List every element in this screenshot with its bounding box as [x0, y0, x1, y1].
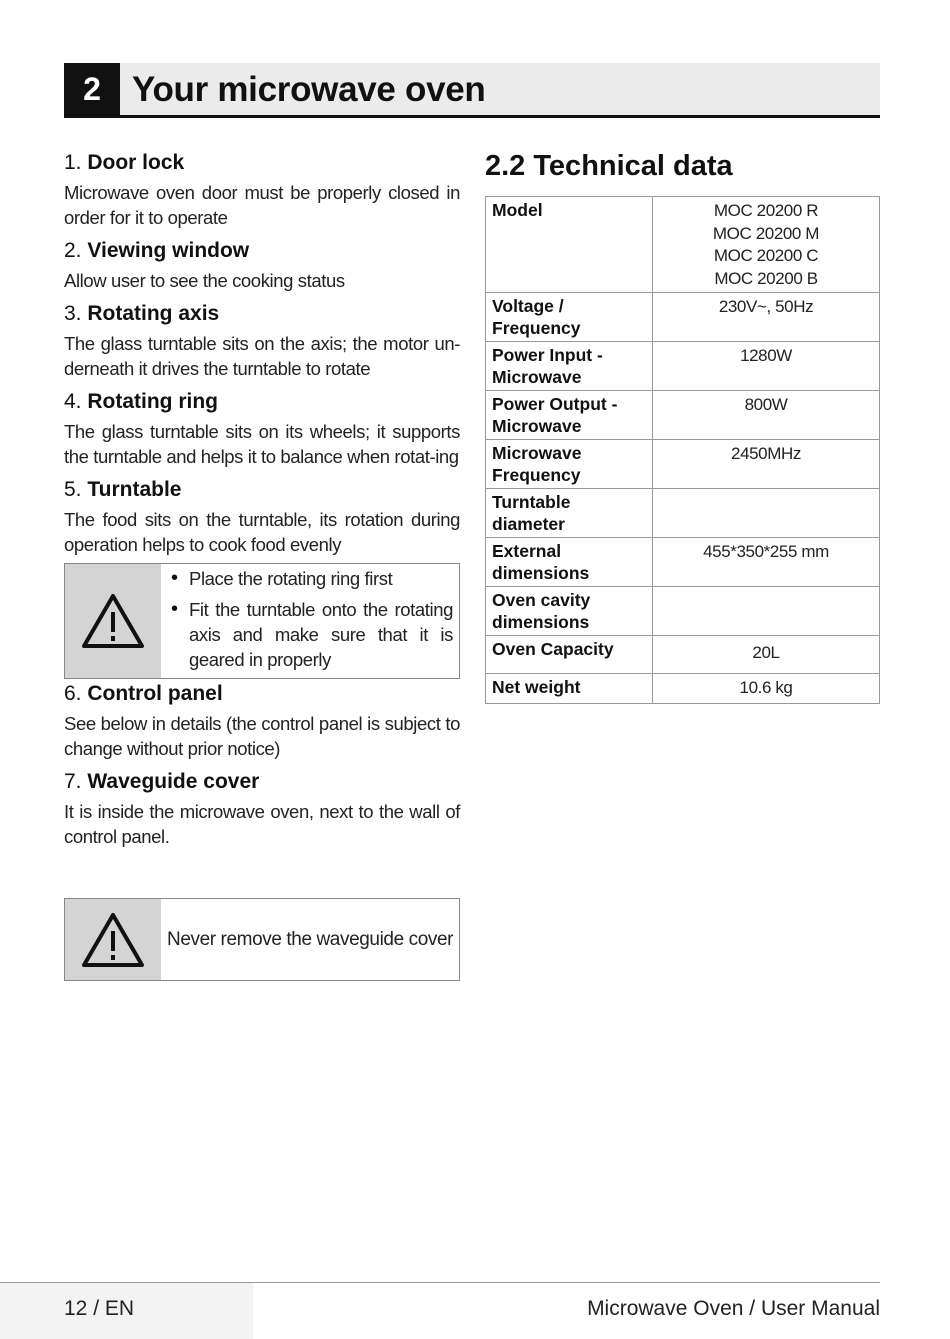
table-row [486, 342, 880, 391]
part-item [64, 767, 460, 849]
part-description: It is inside the microwave oven, next to the wall of control panel. [64, 801, 460, 847]
part-name: Viewing window [87, 239, 250, 262]
spec-value [653, 587, 880, 636]
warning-box-turntable [64, 563, 460, 679]
part-number: 1. [64, 151, 82, 174]
table-row [486, 489, 880, 538]
model-value: MOC 20200 C [713, 246, 819, 265]
spec-value [653, 197, 880, 293]
warning-triangle-icon [80, 592, 146, 650]
part-number: 6. [64, 682, 82, 705]
parts-description [64, 148, 460, 855]
spec-value: 1280W [653, 342, 880, 391]
part-number: 5. [64, 478, 82, 501]
table-row [486, 538, 880, 587]
spec-label: Power Output - Microwave [486, 391, 653, 440]
technical-data-table [485, 196, 880, 704]
table-row [486, 440, 880, 489]
part-description: The glass turntable sits on its wheels; it supports the turntable and helps it to balance when rotat-ing [64, 421, 460, 467]
warning-list [169, 566, 453, 672]
spec-label: Microwave Frequency [486, 440, 653, 489]
spec-label: Model [486, 197, 653, 293]
spec-label: Oven Capacity [486, 636, 653, 674]
part-number: 4. [64, 390, 82, 413]
warning-text: Never remove the waveguide cover [167, 928, 454, 950]
spec-value [653, 489, 880, 538]
spec-value: 10.6 kg [653, 673, 880, 704]
spec-label: Turntable diameter [486, 489, 653, 538]
table-row [486, 197, 880, 293]
part-number: 3. [64, 302, 82, 325]
part-item [64, 299, 460, 381]
part-name: Door lock [87, 151, 185, 174]
part-name: Turntable [87, 478, 182, 501]
section-title: 2.2 Technical data [485, 150, 733, 182]
table-row [486, 293, 880, 342]
model-value: MOC 20200 M [712, 223, 820, 243]
spec-value: 230V~, 50Hz [653, 293, 880, 342]
spec-label: Oven cavity dimensions [486, 587, 653, 636]
part-item [64, 236, 460, 293]
part-name: Waveguide cover [87, 770, 260, 793]
spec-label: Net weight [486, 673, 653, 704]
spec-value: 455*350*255 mm [653, 538, 880, 587]
chapter-title: Your microwave oven [132, 70, 486, 109]
model-value: MOC 20200 R [713, 201, 819, 220]
part-item [64, 679, 460, 761]
part-name: Rotating axis [87, 302, 220, 325]
part-description: Microwave oven door must be properly closed in order for it to operate [64, 182, 460, 228]
part-description: Allow user to see the cooking status [64, 270, 345, 291]
part-item [64, 387, 460, 469]
chapter-number: 2 [64, 63, 120, 115]
spec-value: 2450MHz [653, 440, 880, 489]
part-description: See below in details (the control panel is subject to change without prior notice) [64, 713, 460, 759]
part-number: 2. [64, 239, 82, 262]
spec-label: External dimensions [486, 538, 653, 587]
part-description: The glass turntable sits on the axis; the motor un-derneath it drives the turntable to rotate [64, 333, 460, 379]
part-description: The food sits on the turntable, its rotation during operation helps to cook food evenly [64, 509, 460, 555]
table-row [486, 636, 880, 674]
spec-value: 20L [653, 636, 880, 674]
part-item [64, 475, 460, 557]
warning-box-waveguide [64, 898, 460, 981]
spec-value: 800W [653, 391, 880, 440]
part-item [64, 148, 460, 230]
part-name: Rotating ring [87, 390, 219, 413]
table-row [486, 587, 880, 636]
spec-label: Power Input - Microwave [486, 342, 653, 391]
warning-icon-cell [65, 564, 161, 678]
spec-label: Voltage / Frequency [486, 293, 653, 342]
table-row [486, 391, 880, 440]
warning-item: • Place the rotating ring first [169, 566, 453, 591]
warning-item: • Fit the turntable onto the rotating axis and make sure that it is geared in properly [169, 597, 453, 672]
part-name: Control panel [87, 682, 223, 705]
warning-triangle-icon [80, 911, 146, 969]
part-number: 7. [64, 770, 82, 793]
model-value: MOC 20200 B [714, 268, 818, 288]
page-number: 12 / EN [64, 1297, 135, 1320]
table-row [486, 673, 880, 704]
document-name: Microwave Oven / User Manual [587, 1297, 880, 1320]
warning-icon-cell [65, 899, 161, 980]
chapter-header [64, 63, 880, 118]
technical-data-section [485, 148, 881, 704]
